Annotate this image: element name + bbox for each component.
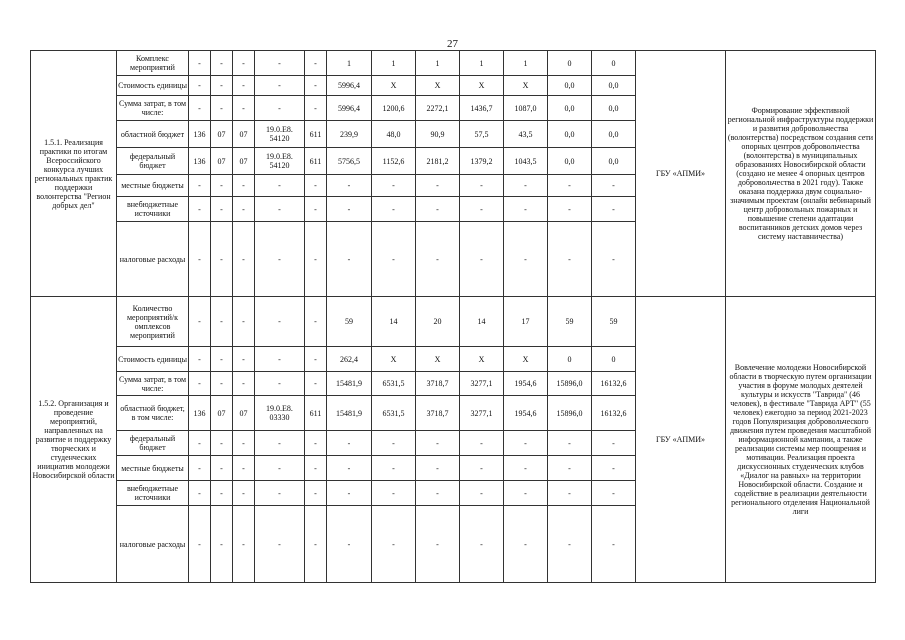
cell: 611	[305, 121, 327, 148]
cell: -	[233, 197, 255, 222]
table-row	[31, 297, 876, 347]
cell: -	[211, 506, 233, 583]
cell: 3277,1	[460, 372, 504, 396]
row-label: местные бюджеты	[117, 456, 189, 481]
cell: 5756,5	[327, 148, 372, 175]
cell: -	[548, 506, 592, 583]
cell: 262,4	[327, 347, 372, 372]
cell: -	[460, 456, 504, 481]
cell: -	[416, 175, 460, 197]
cell: -	[189, 431, 211, 456]
cell: 19.0.E8. 54120	[255, 121, 305, 148]
cell: -	[189, 96, 211, 121]
cell: 5996,4	[327, 76, 372, 96]
cell: -	[233, 481, 255, 506]
cell: -	[211, 197, 233, 222]
cell: 0,0	[548, 121, 592, 148]
cell: 239,9	[327, 121, 372, 148]
cell: -	[211, 76, 233, 96]
cell: -	[504, 197, 548, 222]
cell: -	[460, 506, 504, 583]
cell: -	[548, 481, 592, 506]
page-number: 27	[447, 38, 458, 50]
cell: -	[548, 197, 592, 222]
cell: -	[372, 481, 416, 506]
cell: -	[416, 506, 460, 583]
cell: -	[189, 347, 211, 372]
cell: -	[255, 175, 305, 197]
cell: 136	[189, 148, 211, 175]
cell: -	[548, 431, 592, 456]
cell: -	[233, 297, 255, 347]
cell: 0	[592, 51, 636, 76]
cell: -	[189, 51, 211, 76]
cell: -	[460, 222, 504, 297]
cell: -	[255, 96, 305, 121]
cell: -	[255, 481, 305, 506]
row-label: Стоимость единицы	[117, 76, 189, 96]
cell: 0	[592, 347, 636, 372]
cell: -	[372, 456, 416, 481]
cell: -	[548, 222, 592, 297]
cell: 20	[416, 297, 460, 347]
cell: -	[255, 76, 305, 96]
cell: -	[211, 51, 233, 76]
cell: 1436,7	[460, 96, 504, 121]
cell: 136	[189, 121, 211, 148]
cell: -	[592, 431, 636, 456]
cell: X	[416, 76, 460, 96]
cell: -	[305, 506, 327, 583]
cell: -	[189, 481, 211, 506]
cell: -	[504, 175, 548, 197]
cell: -	[305, 456, 327, 481]
cell: -	[460, 175, 504, 197]
cell: -	[372, 431, 416, 456]
cell: 1	[460, 51, 504, 76]
cell: 1043,5	[504, 148, 548, 175]
cell: -	[327, 456, 372, 481]
cell: 0,0	[592, 76, 636, 96]
cell: -	[372, 222, 416, 297]
row-label: налоговые расходы	[117, 222, 189, 297]
cell: 90,9	[416, 121, 460, 148]
cell: 07	[211, 121, 233, 148]
cell: -	[233, 506, 255, 583]
cell: -	[305, 481, 327, 506]
cell: -	[372, 175, 416, 197]
section-name: 1.5.1. Реализация практики по итогам Всероссийского конкурса лучших региональных практик поддержки волонтерства "Регион добрых дел"	[31, 51, 117, 297]
cell: -	[305, 431, 327, 456]
cell: -	[233, 51, 255, 76]
cell: -	[189, 175, 211, 197]
cell: 0,0	[592, 121, 636, 148]
cell: -	[189, 506, 211, 583]
cell: -	[327, 481, 372, 506]
cell: -	[416, 431, 460, 456]
cell: 5996,4	[327, 96, 372, 121]
cell: -	[305, 51, 327, 76]
cell: -	[255, 506, 305, 583]
cell: -	[327, 506, 372, 583]
cell: -	[327, 431, 372, 456]
cell: X	[416, 347, 460, 372]
cell: -	[504, 431, 548, 456]
cell: X	[504, 76, 548, 96]
cell: -	[416, 481, 460, 506]
cell: 1	[372, 51, 416, 76]
cell: -	[592, 175, 636, 197]
cell: 1200,6	[372, 96, 416, 121]
row-label: федеральный бюджет	[117, 431, 189, 456]
cell: -	[211, 481, 233, 506]
cell: 07	[233, 121, 255, 148]
cell: -	[211, 456, 233, 481]
cell: -	[189, 456, 211, 481]
cell: 0,0	[548, 148, 592, 175]
cell: 3277,1	[460, 396, 504, 431]
cell: -	[255, 456, 305, 481]
cell: -	[305, 197, 327, 222]
row-label: федеральный бюджет	[117, 148, 189, 175]
cell: 611	[305, 148, 327, 175]
cell: -	[305, 372, 327, 396]
cell: 1954,6	[504, 372, 548, 396]
cell: 1152,6	[372, 148, 416, 175]
cell: -	[548, 175, 592, 197]
cell: 6531,5	[372, 396, 416, 431]
cell: -	[592, 222, 636, 297]
cell: -	[305, 96, 327, 121]
cell: -	[189, 297, 211, 347]
cell: 6531,5	[372, 372, 416, 396]
cell: 15896,0	[548, 396, 592, 431]
cell: 07	[211, 148, 233, 175]
cell: -	[255, 372, 305, 396]
cell: -	[233, 431, 255, 456]
cell: -	[255, 51, 305, 76]
cell: -	[189, 76, 211, 96]
cell: -	[504, 222, 548, 297]
cell: X	[504, 347, 548, 372]
cell: -	[233, 372, 255, 396]
cell: -	[504, 506, 548, 583]
cell: -	[592, 481, 636, 506]
cell: 0,0	[548, 96, 592, 121]
cell: -	[233, 96, 255, 121]
cell: 43,5	[504, 121, 548, 148]
result-description: Формирование эффективной региональной инфраструктуры поддержки и развития добровольчества (волонтерства) посредством создания сети опорных центров добровольчества (волонтерства) в муниципальных образованиях Новосибирской области (создано не менее 4 опорных центров добровольчества в 2021 году). Также оказана поддержка двум социально-значимым проектам (онлайн вебинарный центр добровольных пожарных и повышение степени адаптации воспитанников детских домов через систему наставничества)	[726, 51, 876, 297]
cell: -	[327, 175, 372, 197]
cell: 15481,9	[327, 372, 372, 396]
cell: 15896,0	[548, 372, 592, 396]
cell: -	[416, 197, 460, 222]
row-label: Стоимость единицы	[117, 347, 189, 372]
cell: 16132,6	[592, 372, 636, 396]
cell: -	[372, 197, 416, 222]
cell: 17	[504, 297, 548, 347]
cell: 19.0.E8. 03330	[255, 396, 305, 431]
cell: 0,0	[548, 76, 592, 96]
cell: 2272,1	[416, 96, 460, 121]
cell: 07	[211, 396, 233, 431]
cell: X	[372, 347, 416, 372]
cell: -	[327, 197, 372, 222]
cell: 07	[233, 396, 255, 431]
cell: 1379,2	[460, 148, 504, 175]
cell: -	[211, 96, 233, 121]
cell: -	[305, 347, 327, 372]
cell: 07	[233, 148, 255, 175]
row-label: Количество мероприятий/к омплексов мероприятий	[117, 297, 189, 347]
cell: 14	[460, 297, 504, 347]
cell: -	[211, 175, 233, 197]
cell: -	[327, 222, 372, 297]
table-row	[31, 51, 876, 76]
cell: 19.0.E8. 54120	[255, 148, 305, 175]
cell: 0,0	[592, 96, 636, 121]
cell: -	[305, 175, 327, 197]
cell: -	[211, 297, 233, 347]
cell: -	[460, 431, 504, 456]
cell: -	[255, 197, 305, 222]
row-label: областной бюджет	[117, 121, 189, 148]
cell: 1	[327, 51, 372, 76]
cell: X	[460, 76, 504, 96]
cell: -	[255, 347, 305, 372]
cell: -	[372, 506, 416, 583]
cell: -	[592, 506, 636, 583]
cell: 0,0	[592, 148, 636, 175]
cell: 1954,6	[504, 396, 548, 431]
cell: -	[460, 197, 504, 222]
cell: -	[416, 456, 460, 481]
cell: -	[211, 347, 233, 372]
cell: -	[592, 197, 636, 222]
cell: 59	[548, 297, 592, 347]
cell: -	[211, 222, 233, 297]
row-label: Комплекс мероприятий	[117, 51, 189, 76]
cell: -	[504, 481, 548, 506]
cell: 57,5	[460, 121, 504, 148]
cell: 0	[548, 51, 592, 76]
cell: -	[233, 347, 255, 372]
row-label: Сумма затрат, в том числе:	[117, 372, 189, 396]
cell: -	[305, 76, 327, 96]
cell: -	[211, 431, 233, 456]
cell: -	[504, 456, 548, 481]
cell: 2181,2	[416, 148, 460, 175]
cell: -	[255, 222, 305, 297]
cell: 16132,6	[592, 396, 636, 431]
cell: -	[233, 175, 255, 197]
result-description: Вовлечение молодежи Новосибирской области в творческую путем организации участия в форуме молодых деятелей культуры и искусств "Таврида" (46 человек), в фестивале "Таврида АРТ" (55 человек) ежегодно за период 2021-2023 годов Популяризация добровольческого движения путем проведения масштабной информационной кампании, а также реализации системы мер поощрения и мотивации. Реализация проекта дискуссионных студенческих клубов «Диалог на равных» на территории Новосибирской области. Создание и содействие в реализации деятельности регионального отделения Национальной лиги	[726, 297, 876, 583]
cell: 59	[327, 297, 372, 347]
cell: 1	[504, 51, 548, 76]
cell: -	[211, 372, 233, 396]
row-label: областной бюджет, в том числе:	[117, 396, 189, 431]
cell: 1	[416, 51, 460, 76]
cell: -	[255, 431, 305, 456]
program-table	[30, 50, 876, 583]
cell: -	[189, 372, 211, 396]
section-name: 1.5.2. Организация и проведение мероприятий, направленных на развитие и поддержку творческих и студенческих инициатив молодежи Новосибирской области	[31, 297, 117, 583]
row-label: внебюджетные источники	[117, 197, 189, 222]
cell: 59	[592, 297, 636, 347]
cell: -	[233, 222, 255, 297]
executor: ГБУ «АПМИ»	[636, 297, 726, 583]
cell: 14	[372, 297, 416, 347]
cell: -	[305, 222, 327, 297]
cell: 48,0	[372, 121, 416, 148]
cell: 3718,7	[416, 396, 460, 431]
cell: X	[460, 347, 504, 372]
cell: 1087,0	[504, 96, 548, 121]
cell: -	[233, 76, 255, 96]
row-label: Сумма затрат, в том числе:	[117, 96, 189, 121]
cell: 136	[189, 396, 211, 431]
cell: 611	[305, 396, 327, 431]
row-label: внебюджетные источники	[117, 481, 189, 506]
row-label: местные бюджеты	[117, 175, 189, 197]
cell: 0	[548, 347, 592, 372]
cell: -	[189, 197, 211, 222]
cell: -	[548, 456, 592, 481]
cell: 15481,9	[327, 396, 372, 431]
cell: 3718,7	[416, 372, 460, 396]
row-label: налоговые расходы	[117, 506, 189, 583]
cell: -	[416, 222, 460, 297]
cell: X	[372, 76, 416, 96]
cell: -	[189, 222, 211, 297]
cell: -	[592, 456, 636, 481]
cell: -	[305, 297, 327, 347]
cell: -	[255, 297, 305, 347]
cell: -	[233, 456, 255, 481]
cell: -	[460, 481, 504, 506]
executor: ГБУ «АПМИ»	[636, 51, 726, 297]
